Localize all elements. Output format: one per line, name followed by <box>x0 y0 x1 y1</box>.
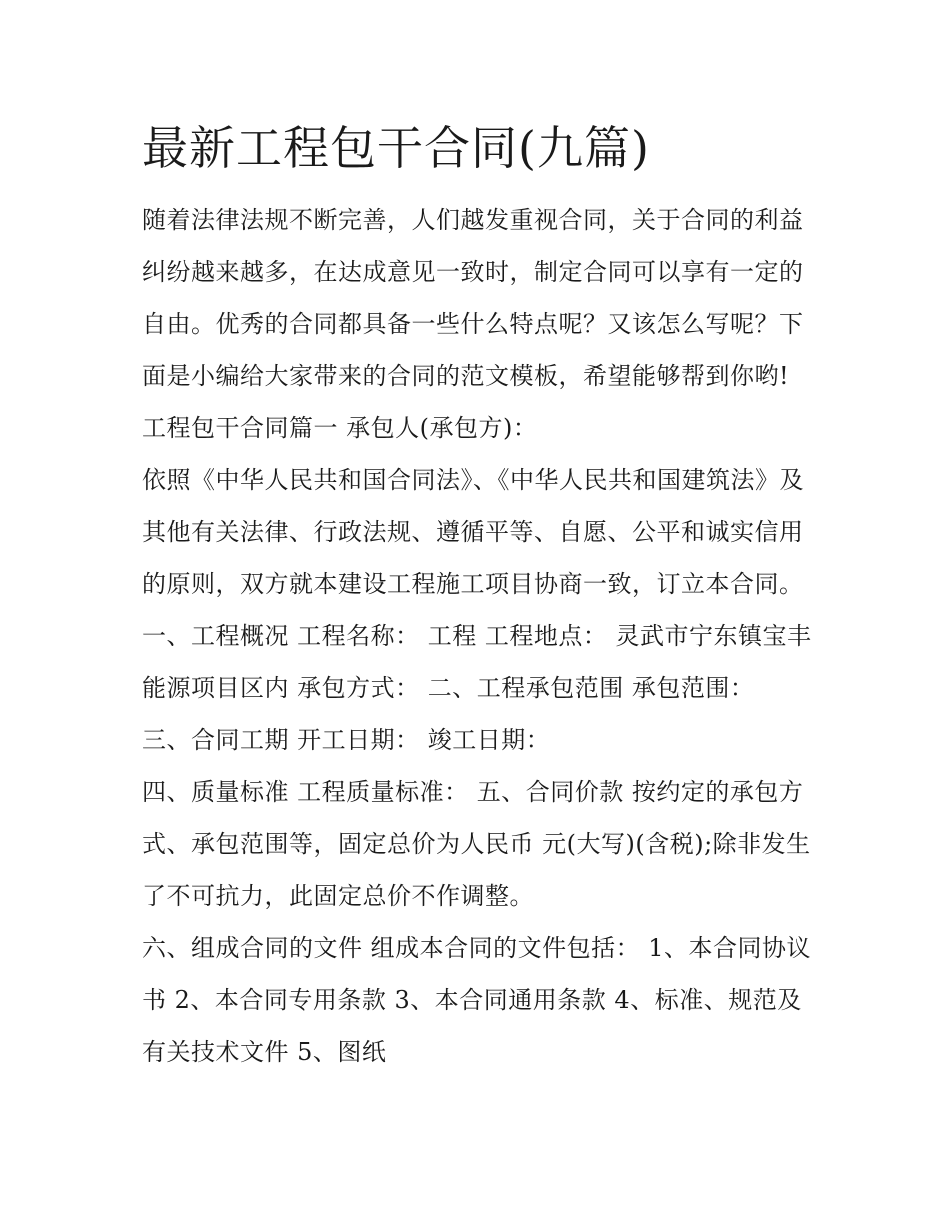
document-body <box>142 112 814 1078</box>
project-overview-paragraph: 一、工程概况 工程名称： 工程 工程地点： 灵武市宁东镇宝丰能源项目区内 承包方式： 二、工程承包范围 承包范围： <box>142 622 812 702</box>
intro-paragraph: 随着法律法规不断完善，人们越发重视合同，关于合同的利益纠纷越来越多，在达成意见一致时，制定合同可以享有一定的自由。优秀的合同都具备一些什么特点呢？又该怎么写呢？下面是小编给大家带来的合同的范文模板，希望能够帮到你哟! <box>142 206 804 390</box>
contract-documents-paragraph: 六、组成合同的文件 组成本合同的文件包括： 1、本合同协议书 2、本合同专用条款 3、本合同通用条款 4、标准、规范及有关技术文件 5、图纸 <box>142 934 812 1066</box>
contract-heading-paragraph: 工程包干合同篇一 承包人(承包方)： <box>142 414 538 442</box>
quality-price-paragraph: 四、质量标准 工程质量标准： 五、合同价款 按约定的承包方式、承包范围等，固定总价为人民币 元(大写)(含税);除非发生了不可抗力，此固定总价不作调整。 <box>142 778 811 910</box>
contract-period-paragraph: 三、合同工期 开工日期： 竣工日期： <box>142 726 551 754</box>
document-title: 最新工程包干合同(九篇) <box>142 121 650 175</box>
legal-basis-paragraph: 依照《中华人民共和国合同法》、《中华人民共和国建筑法》及其他有关法律、行政法规、遵循平等、自愿、公平和诚实信用的原则，双方就本建设工程施工项目协商一致，订立本合同。 <box>142 466 804 598</box>
